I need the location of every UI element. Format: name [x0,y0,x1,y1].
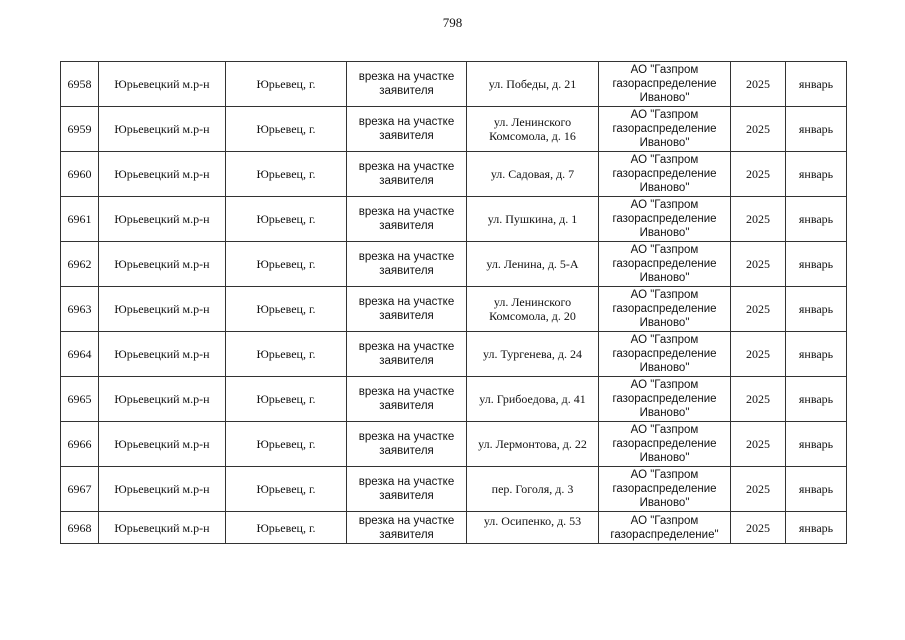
row-number-cell: 6967 [61,467,99,512]
district-cell: Юрьевецкий м.р-н [99,152,226,197]
year-cell: 2025 [731,287,786,332]
district-cell: Юрьевецкий м.р-н [99,377,226,422]
connection-type-cell: врезка на участке заявителя [347,242,467,287]
year-cell: 2025 [731,107,786,152]
row-number-cell: 6963 [61,287,99,332]
connection-type-cell: врезка на участке заявителя [347,467,467,512]
row-number-cell: 6965 [61,377,99,422]
month-cell: январь [786,197,847,242]
year-cell: 2025 [731,512,786,544]
organization-cell: АО "Газпром газораспределение Иваново" [599,332,731,377]
connection-type-cell: врезка на участке заявителя [347,512,467,544]
year-cell: 2025 [731,332,786,377]
row-number-cell: 6960 [61,152,99,197]
table-row [61,152,847,197]
district-cell: Юрьевецкий м.р-н [99,62,226,107]
address-cell: ул. Ленинского Комсомола, д. 20 [467,287,599,332]
organization-cell: АО "Газпром газораспределение Иваново" [599,107,731,152]
month-cell: январь [786,62,847,107]
organization-cell: АО "Газпром газораспределение" [599,512,731,544]
organization-cell: АО "Газпром газораспределение Иваново" [599,197,731,242]
connection-type-cell: врезка на участке заявителя [347,287,467,332]
row-number-cell: 6958 [61,62,99,107]
locality-cell: Юрьевец, г. [226,467,347,512]
connection-type-cell: врезка на участке заявителя [347,152,467,197]
month-cell: январь [786,467,847,512]
table-row [61,332,847,377]
month-cell: январь [786,422,847,467]
row-number-cell: 6968 [61,512,99,544]
month-cell: январь [786,287,847,332]
district-cell: Юрьевецкий м.р-н [99,467,226,512]
year-cell: 2025 [731,62,786,107]
gas-connection-table [60,61,847,544]
district-cell: Юрьевецкий м.р-н [99,107,226,152]
address-cell: ул. Лермонтова, д. 22 [467,422,599,467]
locality-cell: Юрьевец, г. [226,197,347,242]
organization-cell: АО "Газпром газораспределение Иваново" [599,467,731,512]
connection-type-cell: врезка на участке заявителя [347,332,467,377]
district-cell: Юрьевецкий м.р-н [99,197,226,242]
table-row [61,242,847,287]
organization-cell: АО "Газпром газораспределение Иваново" [599,152,731,197]
address-cell: ул. Ленина, д. 5-А [467,242,599,287]
connection-type-cell: врезка на участке заявителя [347,197,467,242]
organization-cell: АО "Газпром газораспределение Иваново" [599,422,731,467]
month-cell: январь [786,152,847,197]
connection-type-cell: врезка на участке заявителя [347,107,467,152]
connection-type-cell: врезка на участке заявителя [347,377,467,422]
row-number-cell: 6966 [61,422,99,467]
address-cell: пер. Гоголя, д. 3 [467,467,599,512]
organization-cell: АО "Газпром газораспределение Иваново" [599,62,731,107]
table-row [61,107,847,152]
table-row [61,62,847,107]
month-cell: январь [786,377,847,422]
district-cell: Юрьевецкий м.р-н [99,512,226,544]
district-cell: Юрьевецкий м.р-н [99,332,226,377]
table-body [61,62,847,544]
year-cell: 2025 [731,197,786,242]
address-cell: ул. Победы, д. 21 [467,62,599,107]
month-cell: январь [786,332,847,377]
year-cell: 2025 [731,422,786,467]
locality-cell: Юрьевец, г. [226,512,347,544]
locality-cell: Юрьевец, г. [226,332,347,377]
organization-cell: АО "Газпром газораспределение Иваново" [599,242,731,287]
locality-cell: Юрьевец, г. [226,62,347,107]
district-cell: Юрьевецкий м.р-н [99,422,226,467]
address-cell: ул. Пушкина, д. 1 [467,197,599,242]
locality-cell: Юрьевец, г. [226,152,347,197]
year-cell: 2025 [731,377,786,422]
table-row [61,197,847,242]
locality-cell: Юрьевец, г. [226,242,347,287]
table-row [61,467,847,512]
month-cell: январь [786,242,847,287]
address-cell: ул. Тургенева, д. 24 [467,332,599,377]
year-cell: 2025 [731,152,786,197]
connection-type-cell: врезка на участке заявителя [347,422,467,467]
organization-cell: АО "Газпром газораспределение Иваново" [599,377,731,422]
connection-type-cell: врезка на участке заявителя [347,62,467,107]
address-cell: ул. Ленинского Комсомола, д. 16 [467,107,599,152]
locality-cell: Юрьевец, г. [226,287,347,332]
row-number-cell: 6959 [61,107,99,152]
locality-cell: Юрьевец, г. [226,377,347,422]
district-cell: Юрьевецкий м.р-н [99,287,226,332]
year-cell: 2025 [731,242,786,287]
address-cell: ул. Садовая, д. 7 [467,152,599,197]
table-row [61,512,847,544]
page-number: 798 [442,15,463,30]
row-number-cell: 6961 [61,197,99,242]
table-row [61,422,847,467]
month-cell: январь [786,107,847,152]
table-row [61,377,847,422]
row-number-cell: 6962 [61,242,99,287]
organization-cell: АО "Газпром газораспределение Иваново" [599,287,731,332]
district-cell: Юрьевецкий м.р-н [99,242,226,287]
year-cell: 2025 [731,467,786,512]
address-cell: ул. Осипенко, д. 53 [467,512,599,544]
locality-cell: Юрьевец, г. [226,422,347,467]
address-cell: ул. Грибоедова, д. 41 [467,377,599,422]
locality-cell: Юрьевец, г. [226,107,347,152]
month-cell: январь [786,512,847,544]
table-row [61,287,847,332]
row-number-cell: 6964 [61,332,99,377]
